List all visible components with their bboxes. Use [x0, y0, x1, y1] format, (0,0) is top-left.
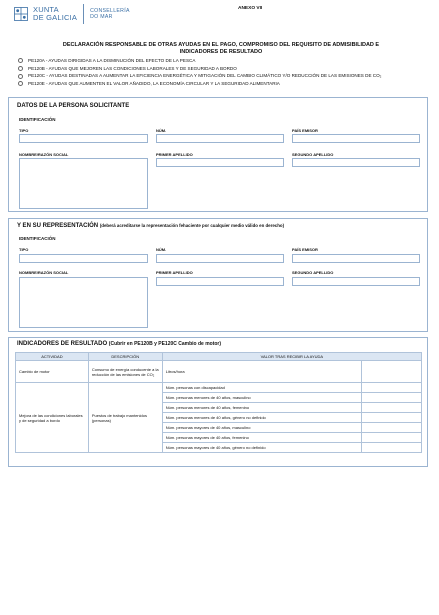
option-label: PE120C - AYUDAS DESTINADAS A AUMENTAR LA EFICIENCIA ENERGÉTICA Y MITIGACIÓN DEL CAMBIO CLIMÁTICO Y/O REDUCCIÓN DE LAS EMISIONES DE CO₂ — [28, 73, 382, 79]
document-title — [24, 42, 418, 56]
indicator-item: Núm. personas mayores de 40 años, género no definido — [162, 443, 361, 453]
representative-section — [8, 218, 428, 332]
representative-type-field[interactable] — [19, 254, 148, 263]
activity-cell: Mejora de las condiciones laborales y de seguridad a bordo — [16, 383, 89, 453]
applicant-name-field[interactable] — [19, 158, 148, 209]
representative-name-field[interactable] — [19, 277, 148, 328]
applicant-number-label: NÚM. — [156, 128, 167, 133]
table-row — [16, 383, 422, 393]
value-input-cell[interactable] — [362, 383, 422, 393]
description-cell: Puestos de trabajo mantenidos (personas) — [88, 383, 162, 453]
indicators-title-text: INDICADORES DE RESULTADO — [17, 341, 108, 347]
option-radio[interactable] — [18, 66, 23, 71]
logo-line-2: DE GALICIA — [33, 13, 78, 22]
indicator-item: Núm. personas mayores de 40 años, masculino — [162, 423, 361, 433]
page-header — [14, 4, 434, 30]
indicator-item: Núm. personas menores de 40 años, femenino — [162, 403, 361, 413]
value-input-cell[interactable] — [362, 423, 422, 433]
applicant-surname1-label: PRIMER APELLIDO — [156, 152, 193, 157]
option-radio[interactable] — [18, 74, 23, 79]
option-pe120c — [18, 73, 430, 79]
table-header-row — [16, 353, 422, 361]
option-label: PE120A - AYUDAS DIRIGIDAS A LA DISMINUCIÓN DEL EFECTO DE LA PESCA — [28, 58, 196, 63]
representative-title — [17, 223, 284, 229]
representative-surname1-label: PRIMER APELLIDO — [156, 270, 193, 275]
option-label: PE120B - AYUDAS QUE MEJOREN LAS CONDICIONES LABORALES Y DE SEGURIDAD A BORDO — [28, 65, 237, 71]
indicator-item: Núm. personas mayores de 40 años, femenino — [162, 433, 361, 443]
description-cell: Consumo de energía conducente a la reducción de las emisiones de CO₂ — [88, 361, 162, 383]
applicant-surname2-field[interactable] — [292, 158, 420, 167]
applicant-type-field[interactable] — [19, 134, 148, 143]
representative-note: (deberá acreditarse la representación fehaciente por cualquier medio válido en derecho) — [99, 223, 285, 228]
representative-surname1-field[interactable] — [156, 277, 284, 286]
option-radio[interactable] — [18, 58, 23, 63]
activity-cell: Cambio de motor — [16, 361, 89, 383]
representative-country-label: PAÍS EMISOR — [292, 247, 318, 252]
option-pe120b — [18, 66, 430, 72]
table-row — [16, 361, 422, 383]
indicators-table — [15, 352, 422, 453]
representative-number-label: NÚM. — [156, 247, 167, 252]
applicant-country-label: PAÍS EMISOR — [292, 128, 318, 133]
logo-text — [33, 6, 77, 22]
xunta-logo — [14, 4, 130, 24]
applicant-surname1-field[interactable] — [156, 158, 284, 167]
representative-name-label: NOMBRE/RAZÓN SOCIAL — [19, 270, 69, 275]
indicator-item: Núm. personas menores de 40 años, género no definido — [162, 413, 361, 423]
header-activity: ACTIVIDAD — [16, 353, 89, 361]
applicant-identification-heading: IDENTIFICACIÓN — [19, 117, 56, 122]
indicators-title — [17, 341, 221, 347]
title-line-2: INDICADORES DE RESULTADO — [179, 49, 263, 55]
representative-number-field[interactable] — [156, 254, 284, 263]
value-input-cell[interactable] — [362, 361, 422, 383]
xunta-emblem-icon — [14, 7, 28, 21]
department-line-2: DO MAR — [90, 14, 113, 20]
value-input-cell[interactable] — [362, 433, 422, 443]
title-line-1: DECLARACIÓN RESPONSABLE DE OTRAS AYUDAS EN EL PAGO, COMPROMISO DEL REQUISITO DE ADMISIBILIDAD E — [62, 42, 380, 48]
department-line-1: CONSELLERÍA — [90, 8, 130, 14]
applicant-title: DATOS DE LA PERSONA SOLICITANTE — [17, 103, 130, 109]
option-pe120e — [18, 81, 430, 87]
unit-cell: Litros/hora — [162, 361, 361, 383]
department-name — [90, 8, 130, 20]
representative-surname2-label: SEGUNDO APELLIDO — [292, 270, 334, 275]
value-input-cell[interactable] — [362, 393, 422, 403]
annex-label: ANEXO VII — [238, 6, 263, 11]
applicant-surname2-label: SEGUNDO APELLIDO — [292, 152, 334, 157]
indicators-note: (Cubrir en PE120B y PE120C Cambio de motor) — [108, 341, 222, 347]
header-description: DESCRIPCIÓN — [88, 353, 162, 361]
representative-country-field[interactable] — [292, 254, 420, 263]
header-value: VALOR TRAS RECIBIR LA AYUDA — [162, 353, 421, 361]
logo-divider — [83, 4, 84, 24]
representative-identification-heading: IDENTIFICACIÓN — [19, 236, 56, 241]
aid-type-options — [18, 58, 430, 88]
option-pe120a — [18, 58, 430, 64]
applicant-number-field[interactable] — [156, 134, 284, 143]
value-input-cell[interactable] — [362, 443, 422, 453]
indicator-item: Núm. personas con discapacidad — [162, 383, 361, 393]
value-input-cell[interactable] — [362, 413, 422, 423]
representative-title-text: Y EN SU REPRESENTACIÓN — [17, 223, 99, 229]
value-input-cell[interactable] — [362, 403, 422, 413]
representative-surname2-field[interactable] — [292, 277, 420, 286]
applicant-section — [8, 97, 428, 212]
applicant-country-field[interactable] — [292, 134, 420, 143]
applicant-name-label: NOMBRE/RAZÓN SOCIAL — [19, 152, 69, 157]
representative-type-label: TIPO — [19, 247, 29, 252]
indicator-item: Núm. personas menores de 40 años, masculino — [162, 393, 361, 403]
option-label: PE120E - AYUDAS QUE AUMENTEN EL VALOR AÑADIDO, LA ECONOMÍA CIRCULAR Y LA SEGURIDAD ALIMENTARIA — [28, 80, 280, 86]
option-radio[interactable] — [18, 81, 23, 86]
applicant-type-label: TIPO — [19, 128, 29, 133]
logo-line-1: XUNTA — [33, 5, 59, 14]
